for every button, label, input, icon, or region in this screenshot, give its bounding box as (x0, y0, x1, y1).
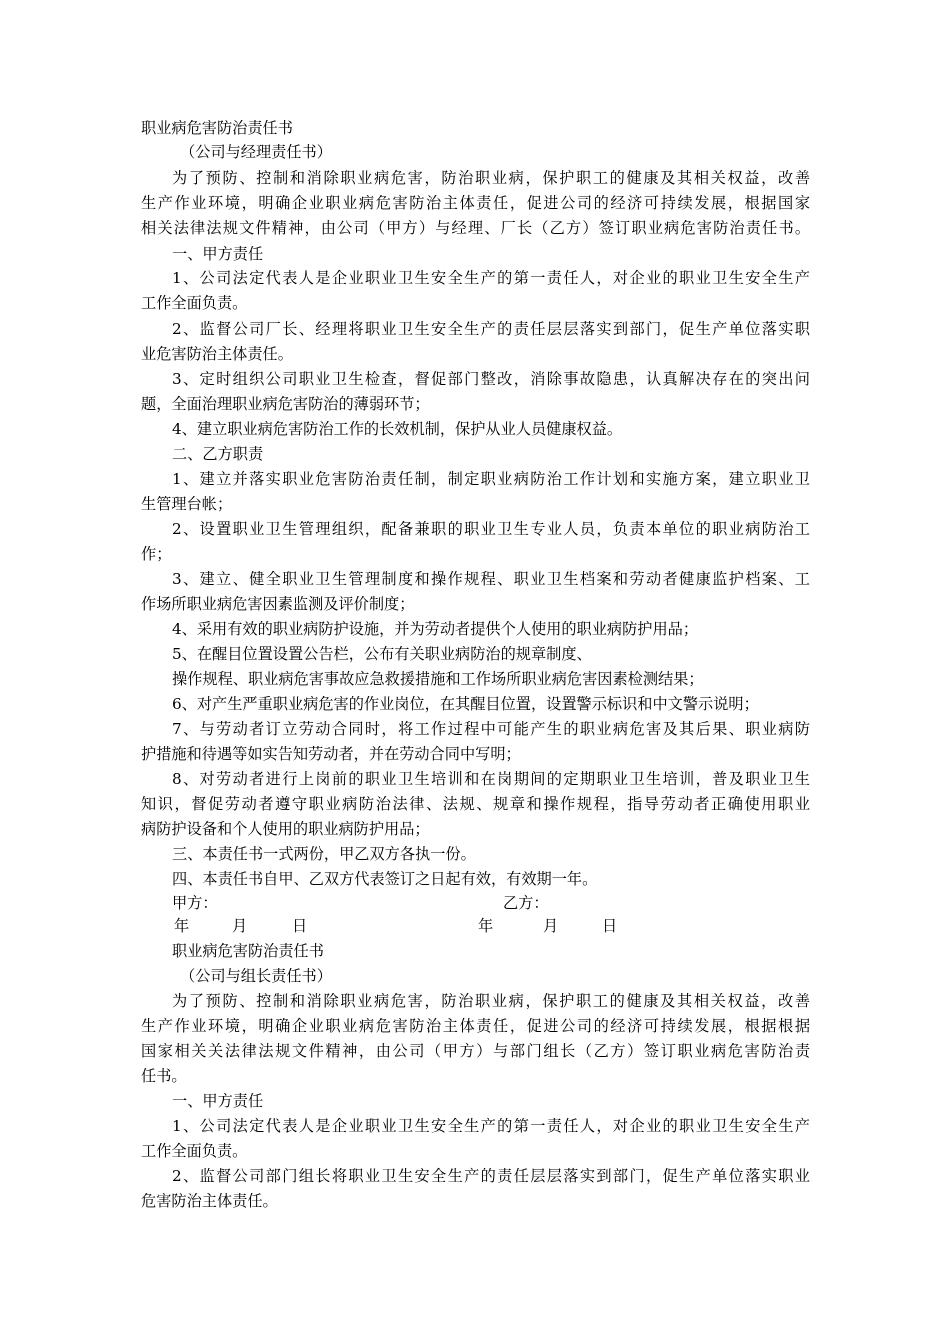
doc1-clause-a1: 1、公司法定代表人是企业职业卫生安全生产的第一责任人，对企业的职业卫生安全生产 (172, 269, 810, 287)
doc1-clause-b7: 7、与劳动者订立劳动合同时，将工作过程中可能产生的职业病危害及其后果、职业病防 (172, 720, 810, 738)
doc2-clause-a2: 2、监督公司部门组长将职业卫生安全生产的责任层层落实到部门，促生产单位落实职业 (172, 1167, 810, 1185)
doc2-title: 职业病危害防治责任书 (172, 942, 324, 960)
party-a-label: 甲方： (172, 894, 218, 912)
date-year-b: 年 (478, 917, 494, 935)
doc1-clause-a1-cont: 工作全面负责。 (141, 294, 248, 312)
doc1-title: 职业病危害防治责任书 (141, 119, 293, 137)
doc1-clause-b3: 3、建立、健全职业卫生管理制度和操作规程、职业卫生档案和劳动者健康监护档案、工 (172, 570, 810, 588)
doc1-clause-a2: 2、监督公司厂长、经理将职业卫生安全生产的责任层层落实到部门，促生产单位落实职 (172, 320, 810, 338)
doc1-intro-line: 生产作业环境，明确企业职业病危害防治主体责任，促进公司的经济可持续发展，根据国家 (141, 194, 810, 212)
doc1-subtitle: （公司与经理责任书） (180, 143, 332, 161)
doc1-clause-b6: 6、对产生严重职业病危害的作业岗位，在其醒目位置，设置警示标识和中文警示说明； (172, 695, 759, 713)
doc1-clause-a3-cont: 题，全面治理职业病危害防治的薄弱环节； (141, 395, 430, 413)
date-day-b: 日 (602, 917, 618, 935)
doc2-intro-line: 任书。 (141, 1067, 187, 1085)
doc1-clause-3: 三、本责任书一式两份，甲乙双方各执一份。 (172, 845, 476, 863)
doc1-clause-b2-cont: 作； (141, 545, 172, 563)
doc1-clause-b8: 8、对劳动者进行上岗前的职业卫生培训和在岗期间的定期职业卫生培训，普及职业卫生 (172, 770, 810, 788)
party-b-label: 乙方： (503, 894, 549, 912)
doc1-clause-b7-cont: 护措施和待遇等如实告知劳动者，并在劳动合同中写明； (141, 745, 521, 763)
doc1-clause-a2-cont: 业危害防治主体责任。 (141, 345, 293, 363)
doc1-clause-b4: 4、采用有效的职业病防护设施，并为劳动者提供个人使用的职业病防护用品； (172, 620, 699, 638)
doc2-intro-line: 生产作业环境，明确企业职业病危害防治主体责任，促进公司的经济可持续发展，根据根据 (141, 1017, 810, 1035)
doc1-intro-line: 相关法律法规文件精神，由公司（甲方）与经理、厂长（乙方）签订职业病危害防治责任书。 (141, 219, 810, 237)
date-day-a: 日 (292, 917, 308, 935)
doc2-clause-a2-cont: 危害防治主体责任。 (141, 1192, 278, 1210)
doc1-clause-b3-cont: 作场所职业病危害因素监测及评价制度； (141, 595, 415, 613)
doc1-clause-b5-cont: 操作规程、职业病危害事故应急救援措施和工作场所职业病危害因素检测结果； (172, 670, 704, 688)
doc2-subtitle: （公司与组长责任书） (180, 967, 332, 985)
doc2-section-heading: 一、甲方责任 (172, 1092, 264, 1110)
doc1-section-heading: 一、甲方责任 (172, 245, 264, 263)
doc1-clause-b8-cont: 知识，督促劳动者遵守职业病防治法律、法规、规章和操作规程，指导劳动者正确使用职业 (141, 795, 810, 813)
doc1-clause-b5: 5、在醒目位置设置公告栏，公布有关职业病防治的规章制度、 (172, 645, 592, 663)
doc1-clause-4: 四、本责任书自甲、乙双方代表签订之日起有效，有效期一年。 (172, 870, 598, 888)
doc1-clause-b1-cont: 生管理台帐； (141, 495, 233, 513)
doc1-clause-b8-cont: 病防护设备和个人使用的职业病防护用品； (141, 820, 430, 838)
date-year-a: 年 (174, 917, 190, 935)
doc2-clause-a1-cont: 工作全面负责。 (141, 1142, 248, 1160)
doc1-intro-line: 为了预防、控制和消除职业病危害，防治职业病，保护职工的健康及其相关权益，改善 (172, 169, 810, 187)
date-month-b: 月 (543, 917, 559, 935)
doc1-clause-a4: 4、建立职业病危害防治工作的长效机制，保护从业人员健康权益。 (172, 420, 623, 438)
doc1-section-heading: 二、乙方职责 (172, 445, 264, 463)
date-month-a: 月 (232, 917, 248, 935)
doc2-clause-a1: 1、公司法定代表人是企业职业卫生安全生产的第一责任人，对企业的职业卫生安全生产 (172, 1117, 810, 1135)
doc1-clause-b1: 1、建立并落实职业危害防治责任制，制定职业病防治工作计划和实施方案，建立职业卫 (172, 470, 810, 488)
doc1-clause-a3: 3、定时组织公司职业卫生检查，督促部门整改，消除事故隐患，认真解决存在的突出问 (172, 370, 810, 388)
doc2-intro-line: 为了预防、控制和消除职业病危害，防治职业病，保护职工的健康及其相关权益，改善 (172, 992, 810, 1010)
doc1-clause-b2: 2、设置职业卫生管理组织，配备兼职的职业卫生专业人员，负责本单位的职业病防治工 (172, 520, 810, 538)
doc2-intro-line: 国家相关关法律法规文件精神，由公司（甲方）与部门组长（乙方）签订职业病危害防治责 (141, 1042, 810, 1060)
